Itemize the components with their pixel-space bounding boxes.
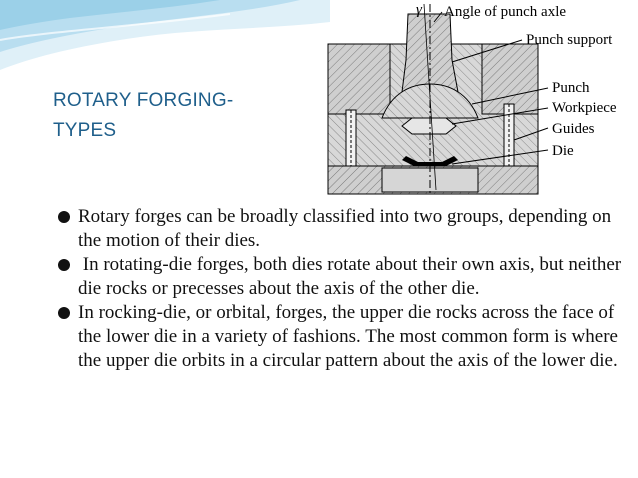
title-line-2: TYPES — [53, 120, 117, 141]
machine-frame — [328, 4, 538, 196]
bullet-text: In rocking-die, or orbital, forges, the upper die rocks across the face of the lower die in a variety of fashions. The most common form is where the upper die orbits in a circular pattern about the axis of the lower die. — [78, 302, 618, 371]
gamma-symbol: γ — [416, 2, 422, 18]
bullet-list — [58, 205, 628, 373]
slide-title — [53, 86, 293, 146]
bullet-item — [58, 253, 628, 300]
label-die: Die — [552, 143, 574, 159]
rotary-forging-diagram — [322, 0, 638, 196]
bullet-item — [58, 205, 628, 252]
corner-decoration — [0, 0, 330, 80]
bullet-dot-icon — [58, 307, 70, 319]
bullet-text: In rotating-die forges, both dies rotate about their own axis, but neither die rocks or precesses about the axis of the other die. — [78, 254, 626, 299]
label-workpiece: Workpiece — [552, 100, 617, 116]
bullet-dot-icon — [58, 259, 70, 271]
label-angle-of-punch-axle: Angle of punch axle — [444, 4, 567, 20]
label-guides: Guides — [552, 121, 595, 137]
bullet-dot-icon — [58, 211, 70, 223]
label-punch: Punch — [552, 80, 590, 96]
label-punch-support: Punch support — [526, 32, 613, 48]
bullet-item — [58, 301, 628, 372]
bullet-text: Rotary forges can be broadly classified into two groups, depending on the motion of their dies. — [78, 206, 612, 251]
title-line-1: ROTARY FORGING- — [53, 90, 234, 111]
